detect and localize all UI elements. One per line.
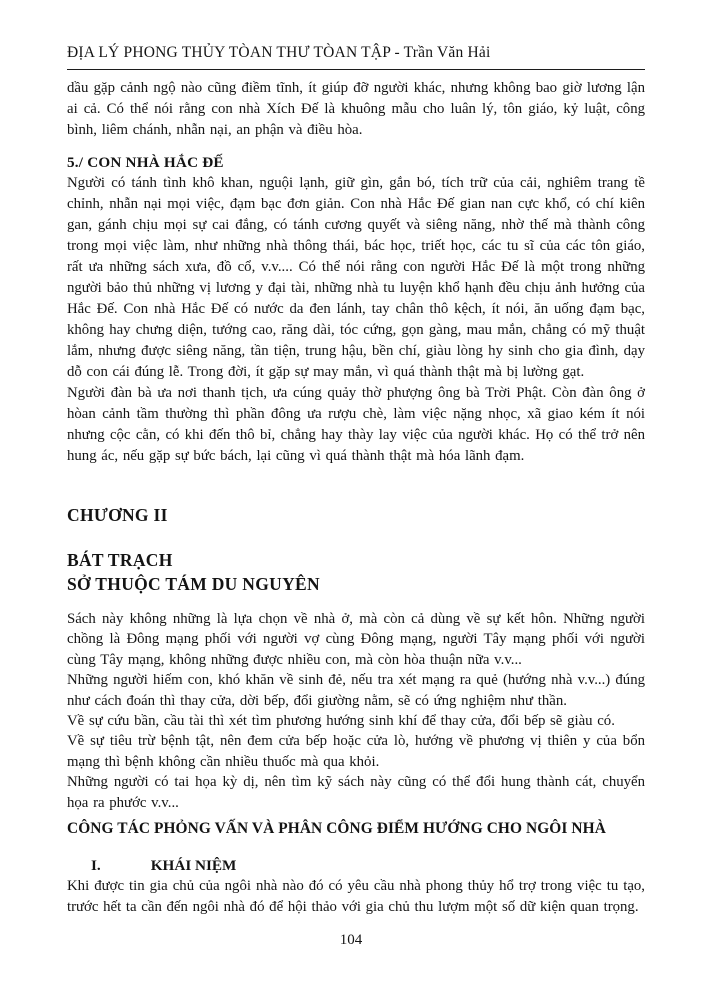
chapter-paragraph-disaster: Những người có tai họa kỳ dị, nên tìm kỹ sách này cũng có thể đổi hung thành cát, chuyển họa ra phước v.v... [67, 774, 645, 811]
paragraph-hac-de-1: Người có tánh tình khô khan, nguội lạnh, giữ gìn, gắn bó, tích trữ của cải, nghiêm trang tề chỉnh, nhẫn nại mọi việc, đạm bạc đơn giản. Con nhà Hắc Đế gian nan cực khổ, có chí kiên gan, gánh chịu mọi sự cai đắng, có tánh cương quyết và siêng năng, nhờ thế mà thành công trong mọi việc làm, như những nhà thông thái, bác học, triết học, các tu sĩ của các tôn giáo, rất ưa những sách xưa, đồ cổ, v.v.... Có thể nói rằng con người Hắc Đế là một trong những người bảo thủ những vị lương y đại tài, những nhà tu luyện khổ hạnh đều chịu ảnh hưởng của Hắc Đế. Con nhà Hắc Đế có nước da đen lánh, tay chân thô kệch, ít nói, ăn uống đạm bạc, không hay chưng diện, tướng cao, răng dài, tóc cứng, gọn gàng, mau mắn, chẳng có mỹ thuật lắm, nhưng được siêng năng, tần tiện, trung hậu, bền chí, giàu lòng hy sinh cho gia đình, dạy dỗ con cái đúng lễ. Trong đời, ít gặp sự may mắn, vì quá thành thật mà bị lường gạt. [67, 175, 645, 380]
paragraph-khai-niem: Khi được tin gia chủ của ngôi nhà nào đó có yêu cầu nhà phong thủy hổ trợ trong việc tu tạo, trước hết ta cần đến ngôi nhà đó để hội thảo với gia chủ thu lượm một số dữ kiện quan trọng. [67, 878, 645, 916]
paragraph-hac-de-2: Người đàn bà ưa nơi thanh tịch, ưa cúng quảy thờ phượng ông bà Trời Phật. Còn đàn ông ở hòan cảnh tầm thường thì phần đông ưa rượu chè, làm việc nặng nhọc, xã giao kém ít nói nhưng cộc cằn, có khi đến thô bỉ, chẳng hay thày lay việc của người khác. Họ có thể trở nên hung ác, nếu gặp sự bức bách, lại cũng vì quá thành thật mà hóa lãnh đạm. [67, 385, 645, 464]
page-footer [0, 930, 702, 950]
chapter-paragraph-wealth: Về sự cứu bần, cầu tài thì xét tìm phương hướng sinh khí để thay cửa, đổi bếp sẽ giàu có. [67, 713, 615, 730]
chapter-title-line2: SỞ THUỘC TÁM DU NGUYÊN [67, 574, 320, 594]
chapter-title [67, 548, 645, 596]
heading-con-nha-hac-de: 5./ CON NHÀ HẮC ĐẾ [67, 154, 224, 171]
list-item-khai-niem [67, 855, 645, 876]
list-item-title: KHÁI NIỆM [150, 857, 237, 875]
running-header: ĐỊA LÝ PHONG THỦY TÒAN THƯ TÒAN TẬP - Trần Văn Hải [67, 44, 491, 61]
header-divider [67, 69, 645, 70]
chapter-paragraphs [67, 609, 645, 813]
chapter-paragraph-marriage: Sách này không những là lựa chọn về nhà ở, mà còn cả dùng về sự kết hôn. Những người chồng là Đông mạng phối với người vợ cùng Đông mạng, người Tây mạng phối với người cùng Tây mạng, không những được nhiều con, mà còn hòa thuận nữa v.v... [67, 611, 645, 668]
heading-interview-section: CÔNG TÁC PHỎNG VẤN VÀ PHÂN CÔNG ĐIỂM HƯỚNG CHO NGÔI NHÀ [67, 820, 606, 838]
chapter-paragraph-health: Về sự tiêu trừ bệnh tật, nên đem cửa bếp hoặc cửa lò, hướng về phương vị thiên y của bổn mạng thì bệnh không cần nhiều thuốc mà qua khỏi. [67, 733, 645, 770]
chapter-label: CHƯƠNG II [67, 505, 168, 525]
paragraph-xich-de-continuation: dầu gặp cảnh ngộ nào cũng điềm tĩnh, ít giúp đỡ người khác, nhưng không bao giờ lương lận ai cả. Có thể nói rằng con nhà Xích Đế là khuông mẫu cho luân lý, tôn giáo, kỷ luật, công bình, liêm chánh, nhẫn nại, an phận và điều hòa. [67, 80, 645, 138]
list-item-number: I. [91, 857, 101, 875]
page-number: 104 [339, 932, 363, 948]
chapter-paragraph-children: Những người hiếm con, khó khăn về sinh đẻ, nếu tra xét mạng ra quẻ (hướng nhà v.v...) đúng như cách đoán thì thay cửa, dời bếp, đổi giường nằm, sẽ có ứng nghiệm như thần. [67, 672, 645, 709]
page-content [67, 0, 645, 918]
chapter-title-line1: BÁT TRẠCH [67, 550, 173, 570]
